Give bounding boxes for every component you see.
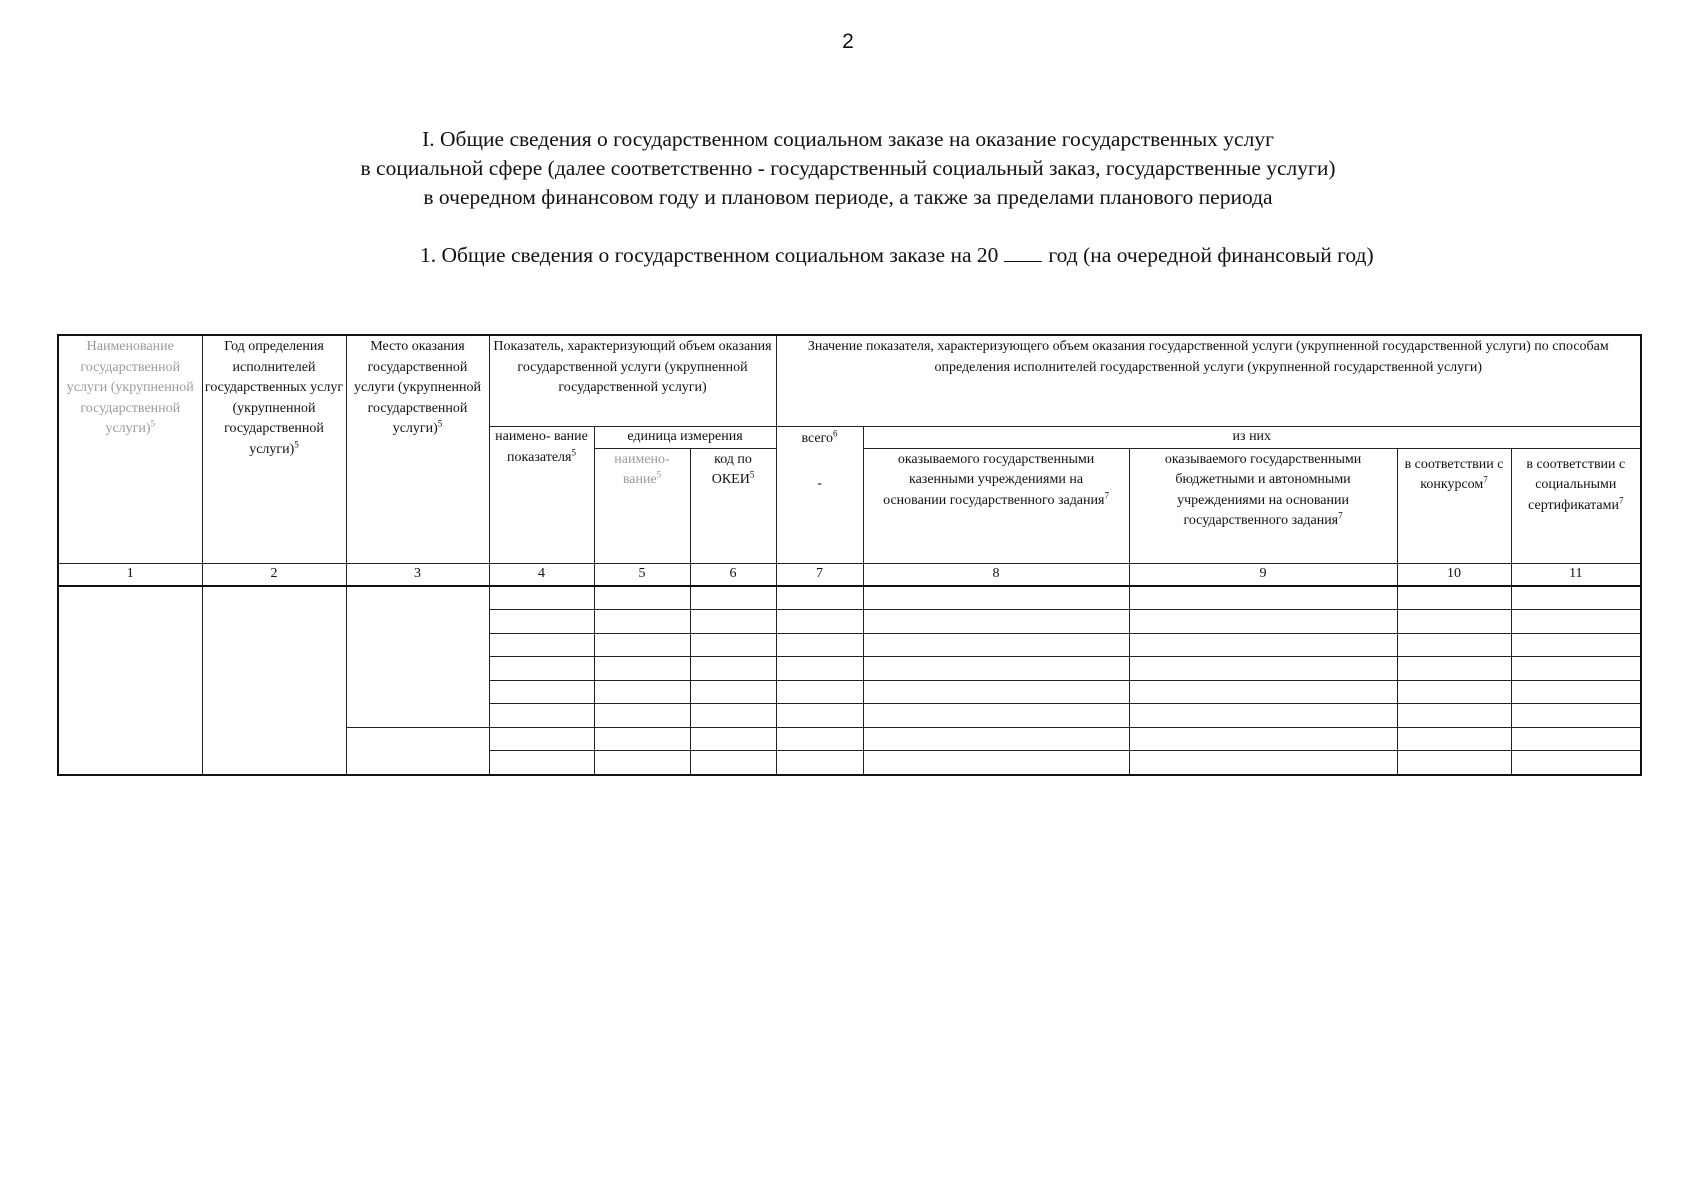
section-title-line-2: в социальной сфере (далее соответственно - государственный социальный заказ, государственные услуги)	[360, 156, 1336, 180]
data-cell[interactable]	[863, 727, 1129, 751]
data-cell[interactable]	[489, 680, 594, 704]
data-cell[interactable]	[1511, 610, 1641, 634]
data-cell[interactable]	[594, 633, 690, 657]
data-cell[interactable]	[863, 680, 1129, 704]
data-cell[interactable]	[776, 586, 863, 610]
column-number: 8	[863, 563, 1129, 586]
data-cell[interactable]	[1511, 680, 1641, 704]
year-blank-field[interactable]	[1004, 260, 1042, 262]
data-cell[interactable]	[1397, 610, 1511, 634]
data-cell[interactable]	[1397, 633, 1511, 657]
data-cell[interactable]	[594, 751, 690, 775]
data-cell[interactable]	[863, 657, 1129, 681]
header-year: Год определения исполнителей государственных услуг (укрупненной государственной услуги)$^5$	[202, 335, 346, 563]
header-value-group: Значение показателя, характеризующего объем оказания государственной услуги (укрупненной государственной услуги) по способам определения исполнителей государственной услуги (укрупненной государственной услуги)	[776, 335, 1641, 427]
header-total: всего$^6$ -	[776, 427, 863, 564]
data-cell[interactable]	[489, 610, 594, 634]
header-unit-code: код по ОКЕИ$^5$	[690, 448, 776, 563]
data-cell[interactable]	[690, 586, 776, 610]
column-number: 4	[489, 563, 594, 586]
data-cell[interactable]	[776, 704, 863, 728]
column-number: 5	[594, 563, 690, 586]
data-cell[interactable]	[776, 610, 863, 634]
data-cell[interactable]	[1511, 727, 1641, 751]
header-state-institutions: оказываемого государственными казенными учреждениями на основании государственного задания$^7$	[863, 448, 1129, 563]
page-number: 2	[842, 30, 854, 53]
data-cell[interactable]	[1397, 704, 1511, 728]
section-title	[0, 125, 1696, 212]
data-cell[interactable]	[863, 610, 1129, 634]
data-cell[interactable]	[594, 610, 690, 634]
data-cell[interactable]	[1397, 680, 1511, 704]
data-cell[interactable]	[594, 680, 690, 704]
data-cell[interactable]	[690, 657, 776, 681]
data-cell[interactable]	[776, 680, 863, 704]
data-cell[interactable]	[594, 657, 690, 681]
social-order-table	[57, 334, 1642, 776]
column-number: 9	[1129, 563, 1397, 586]
data-cell[interactable]	[1129, 680, 1397, 704]
data-cell[interactable]	[489, 727, 594, 751]
place-cell[interactable]	[346, 727, 489, 775]
header-indicator-group: Показатель, характеризующий объем оказания государственной услуги (укрупненной государственной услуги)	[489, 335, 776, 427]
data-cell[interactable]	[863, 633, 1129, 657]
data-cell[interactable]	[1129, 704, 1397, 728]
column-number: 11	[1511, 563, 1641, 586]
column-number: 7	[776, 563, 863, 586]
data-cell[interactable]	[690, 704, 776, 728]
data-cell[interactable]	[1511, 586, 1641, 610]
data-cell[interactable]	[1397, 586, 1511, 610]
data-cell[interactable]	[1129, 586, 1397, 610]
data-cell[interactable]	[489, 586, 594, 610]
section-title-line-3: в очередном финансовом году и плановом периоде, а также за пределами планового периода	[423, 185, 1273, 209]
data-cell[interactable]	[690, 751, 776, 775]
data-cell[interactable]	[1397, 727, 1511, 751]
data-cell[interactable]	[594, 727, 690, 751]
data-cell[interactable]	[1511, 633, 1641, 657]
column-number: 6	[690, 563, 776, 586]
header-of-them: из них	[863, 427, 1641, 449]
data-cell[interactable]	[489, 633, 594, 657]
data-cell[interactable]	[1129, 633, 1397, 657]
data-cell[interactable]	[776, 633, 863, 657]
data-cell[interactable]	[489, 704, 594, 728]
data-cell[interactable]	[1397, 657, 1511, 681]
data-cell[interactable]	[489, 657, 594, 681]
subsection-title	[420, 243, 1620, 268]
header-unit-name: наимено- вание$^5$	[594, 448, 690, 563]
data-cell[interactable]	[1129, 657, 1397, 681]
header-budget-institutions: оказываемого государственными бюджетными и автономными учреждениями на основании государственного задания$^7$	[1129, 448, 1397, 563]
data-cell[interactable]	[776, 657, 863, 681]
data-cell[interactable]	[863, 751, 1129, 775]
header-social-certificates: в соответствии с социальными сертификатами$^7$	[1511, 448, 1641, 563]
data-cell[interactable]	[1511, 704, 1641, 728]
data-cell[interactable]	[776, 751, 863, 775]
column-number: 10	[1397, 563, 1511, 586]
data-cell[interactable]	[690, 727, 776, 751]
data-cell[interactable]	[776, 727, 863, 751]
data-cell[interactable]	[594, 586, 690, 610]
section-title-line-1: I. Общие сведения о государственном социальном заказе на оказание государственных услуг	[422, 127, 1274, 151]
place-cell[interactable]	[346, 586, 489, 728]
data-cell[interactable]	[1129, 751, 1397, 775]
data-cell[interactable]	[1397, 751, 1511, 775]
data-cell[interactable]	[1129, 610, 1397, 634]
header-unit-group: единица измерения	[594, 427, 776, 449]
data-cell[interactable]	[1129, 727, 1397, 751]
service-name-cell[interactable]	[58, 586, 202, 775]
column-number: 3	[346, 563, 489, 586]
column-number: 2	[202, 563, 346, 586]
header-service-name: Наименование государственной услуги (укрупненной государственной услуги)$^5$	[58, 335, 202, 563]
subsection-title-prefix: 1. Общие сведения о государственном социальном заказе на 20	[420, 243, 999, 267]
data-cell[interactable]	[690, 680, 776, 704]
data-cell[interactable]	[690, 610, 776, 634]
data-cell[interactable]	[489, 751, 594, 775]
column-number: 1	[58, 563, 202, 586]
header-competition: в соответствии с конкурсом$^7$	[1397, 448, 1511, 563]
data-cell[interactable]	[1511, 657, 1641, 681]
header-place: Место оказания государственной услуги (укрупненной государственной услуги)$^5$	[346, 335, 489, 563]
data-cell[interactable]	[863, 586, 1129, 610]
data-cell[interactable]	[863, 704, 1129, 728]
subsection-title-suffix: год (на очередной финансовый год)	[1048, 243, 1374, 267]
data-cell[interactable]	[690, 633, 776, 657]
header-indicator-name: наимено- вание показателя$^5$	[489, 427, 594, 564]
data-cell[interactable]	[594, 704, 690, 728]
data-cell[interactable]	[1511, 751, 1641, 775]
year-cell[interactable]	[202, 586, 346, 775]
